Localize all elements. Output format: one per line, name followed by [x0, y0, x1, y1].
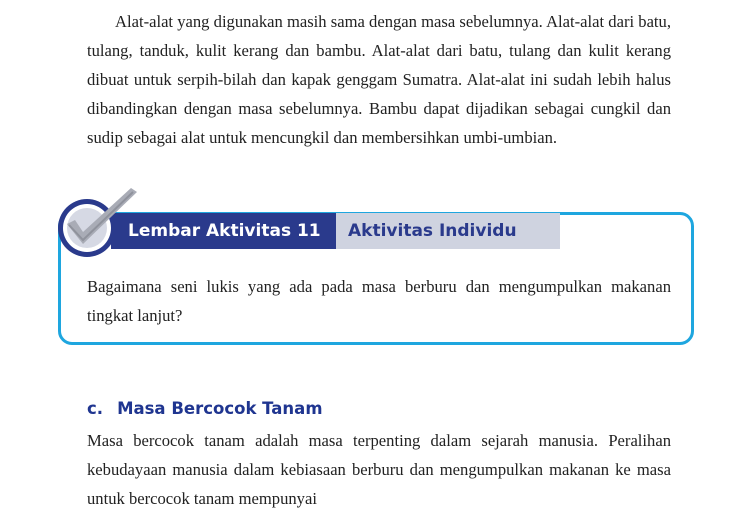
section-heading — [87, 399, 323, 418]
section-letter: c. — [87, 399, 104, 418]
activity-type: Aktivitas Individu — [336, 213, 560, 249]
section-paragraph: Masa bercocok tanam adalah masa terpenting dalam sejarah manusia. Peralihan kebudayaan manusia dalam kebiasaan berburu dan mengumpulkan makanan ke masa untuk bercocok tanam mempunyai — [87, 431, 671, 508]
checkmark-icon — [55, 188, 141, 260]
activity-title: Lembar Aktivitas 11 — [111, 213, 336, 249]
activity-question: Bagaimana seni lukis yang ada pada masa berburu dan mengumpulkan makanan tingkat lanjut? — [87, 277, 671, 325]
activity-header — [111, 213, 560, 249]
section-title: Masa Bercocok Tanam — [117, 399, 323, 418]
intro-paragraph: Alat-alat yang digunakan masih sama dengan masa sebelumnya. Alat-alat dari batu, tulang, tanduk, kulit kerang dan bambu. Alat-alat dari batu, tulang dan kulit kerang dibuat untuk serpih-bilah dan kapak genggam Sumatra. Alat-alat ini sudah lebih halus dibandingkan dengan masa sebelumnya. Bambu dapat dijadikan sebagai cungkil dan sudip sebagai alat untuk mencungkil dan membersihkan umbi-umbian. — [87, 12, 671, 147]
